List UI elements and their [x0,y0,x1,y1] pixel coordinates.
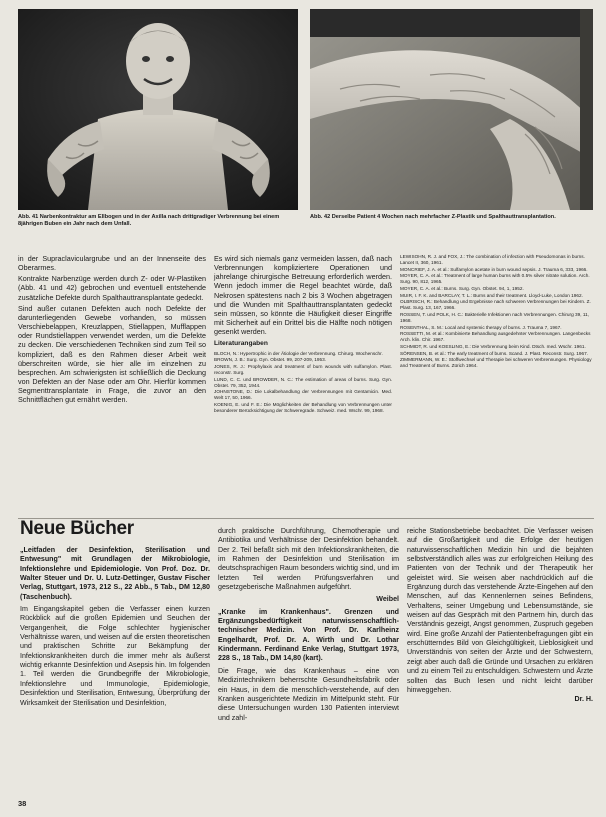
reference-item: JONES, R. J.: Prophylaxis and treatment of burn wounds with sulfamylon. Plast. reconstr. Surg. [214,363,392,375]
child-burn-scar-photo [18,9,298,210]
article-paragraph: Kontrakte Narbenzüge werden durch Z- oder W-Plastiken (Abb. 41 und 42) gebrochen und eventuell entstehende zusätzliche Defekte durch Spalthauttransplantate gedeckt. [18,274,206,302]
book-title: „Kranke im Krankenhaus". Grenzen und Ergänzungsbedürftigkeit naturwissenschaftlich-technischer Medizin. Von Prof. Dr. Karlheinz Engelhardt, Prof. Dr. A. Wirth und Dr. Lothar Kindermann. Ferdinand Enke Verlag, Stuttgart 1973, 228 S., 18 Tab., DM 14,80 (kart). [218,607,399,663]
books-column-2 [218,527,399,726]
reference-item: JOHNSTONE, D.: Die Lokalbehandlung der Verbrennungen mit Gentamicin. Med. Welt 17, 50, 1966. [214,389,392,401]
reference-item: MONCRIEF, J. A. et al.: Sulfamylon acetate in burn wound sepsis. J. Trauma 6, 333, 1966. [400,266,588,272]
books-column-3 [407,527,593,708]
article-column-1 [18,254,206,407]
references-list-1 [214,351,392,414]
reference-item: KOENIG, E. und F. E.: Die Möglichkeiten der Behandlung von Verbrennungen unter besonderer Berücksichtigung der Schweregrade. Schweiz. med. Wschr. 99, 1968. [214,401,392,413]
reference-item: MOYER, C. A. et al.: Burns. Surg. Gyn. Obstet. 94, 1, 1952. [400,286,524,292]
reference-item: BROWN, J. B.: Surg. Gyn. Obstet. 99, 207-209, 1953. [214,357,327,363]
references-list-2 [400,254,594,370]
article-paragraph: Sind außer cutanen Defekten auch noch Defekte der darunterliegenden Gewebe vorhanden, so müssen Verschiebelappen, Kreuzlappen, Stiellappen, Mufflappen oder Rundstiellappen verwendet werden, um die Defekte zu decken. Die verschiedenen Techniken sind zum Teil so kompliziert, daß es den Rahmen dieser Arbeit weit überschreiten würde, sie hier alle im einzelnen zu besprechen. Am schwierigsten ist schließlich die Deckung von Defekten an der Nase oder am Ohr. Hierfür kommen Segmenttransplantate in Frage, die zuvor an den Schnittflächen gut ernährt werden. [18,303,206,405]
reference-item: LEWISOHN, R. J. and FOX, J.: The combination of infection with Pseudomonas in burns. Lancet II, 360, 1961. [400,254,585,266]
book-review-text: durch praktische Durchführung, Chemotherapie und Antibiotika und Verhältnisse der Desinfektion behandelt. Der 2. Teil befaßt sich mit den Infektionskrankheiten, die im Rahmen der Desinfektion und Sterilisation im deutschsprachigen Raum besonders wichtig sind, und im letzten Teil werden Prüfungsverfahren und gesetzgeberische Maßnahmen aufgeführt. [218,527,399,592]
book-review-text: Die Frage, wie das Krankenhaus – eine von Medizintechnikern beherrschte Gesundheitsfabrik oder ein Haus, in dem die menschlich-verstehende, auf den Kranken ausgerichtete Medizin im Mittelpunkt steht. Für diese Untersuchungen wurden 130 Patienten interviewt und zahl- [218,666,399,722]
reference-item: ROSENTHAL, S. M.: Local and systemic therapy of burns. J. Trauma 7, 1967. [400,324,562,330]
section-heading: Neue Bücher [20,518,134,539]
reference-item: ROSSETTI, M. et al.: Kombinierte Behandlung ausgedehnter Verbrennungen. Langenbecks Arch. klin. Chir. 1967. [400,331,591,343]
caption-abb-41: Abb. 41 Narbenkontraktur am Ellbogen und in der Axilla nach drittgradiger Verbrennung bei einem 8jährigen Buben ein Jahr nach dem Unfall. [18,214,280,228]
reference-item: LUND, C. C. und BROWDER, N. C.: The estimation of areas of burns. Surg. Gyn. Obstet. 79, 352, 1944. [214,376,392,388]
book-review-text: reiche Stationsbetriebe beobachtet. Die Verfasser weisen auf die Großartigkeit und die Erfolge der heutigen naturwissenschaftlichen Medizin hin und die bejahten selbstverständlich alles was zur erfolgreichen Heilung des Patienten von der Technik und der Therapeutik her geleistet wird. Sie weisen aber nachdrücklich auf die Ergänzung durch das verstehende Ärzte-Eingehen auf den Menschen, auf das Kennenlernen seines Befindens, Verhaltens, seiner Umgebung und Lebensumstände, sie weisen auf das Gespräch mit den Partnern hin, durch das Verständnis gezeigt, Angst genommen, Zuspruch gegeben wird. Eine große Anzahl der Patientenbefragungen gibt ein erschütterndes Bild von Gleichgültigkeit, Lieblosigkeit und Unverständnis von seiten der Ärzte und der Schwestern, zeigt aber auch daß die Gründe und Ursachen zu erklären und zu einem Teil zu entschuldigen. Schwestern und Ärzte sollten das Buch lesen und nicht leicht darüber hinweggehen. [407,527,593,694]
reference-item: BLOCH, N.: Hypertrophic in der Ätiologie der Verbrennung. Chirurg. Wochenschr. [214,350,383,356]
reviewer-signature: Weibel [376,595,399,604]
references-heading: Literaturangaben [214,340,268,348]
arm-graft-photo [310,9,593,210]
photo-left [18,9,298,210]
caption-abb-42: Abb. 42 Derselbe Patient 4 Wochen nach mehrfacher Z-Plastik und Spalthauttransplantation. [310,214,556,220]
reference-item: ZIMMERMANN, W. E.: Stoffwechsel und Therapie bei schweren Verbrennungen. Physiology and Treatment of Burns. Zürich 1964. [400,357,592,369]
page-number: 38 [18,799,27,808]
reference-item: SÖRENSEN, B. et al.: The early treatment of burns. Scand. J. Plast. Reconstr. Surg. 1967. [400,350,589,356]
reference-item: ROSSEN, T. und POLK, H. C.: Bakterielle Infektionen nach Verbrennungen. Chirurg 39, 11, 1968. [400,311,589,324]
article-paragraph: in der Supraclaviculargrube und an der Innenseite des Oberarmes. [18,254,206,273]
reference-item: MUIR, I. F. K. and BARCLAY, T. L.: Burns and their treatment. Lloyd-Luke, London 1962. [400,292,583,298]
photo-right [310,9,593,210]
reference-item: MOYER, C. A. et al.: Treatment of large human burns with 0.5% silver nitrate solution. Arch. Surg. 90, 812, 1965. [400,273,590,285]
books-column-1 [20,546,210,711]
reference-item: SCHMIDT, R. und KOESLING, E.: Die Verbrennung beim Kind. Dtsch. med. Wschr. 1961. [400,344,586,349]
reviewer-signature: Dr. H. [574,695,593,704]
article-paragraph: Es wird sich niemals ganz vermeiden lassen, daß nach Verbrennungen kompliziertere Operationen und jahrelange chirurgische Betreuung erforderlich werden. Wenn jedoch immer die Regel beachtet würde, daß Nekrosen spätestens nach 2 bis 3 Wochen abgetragen und die Wunden mit Spalthauttransplantaten gedeckt sein müssen, so könnte die Häufigkeit dieser Eingriffe mit Sicherheit auf ein Drittel bis die Hälfte noch nötigen gesenkt werden. [214,254,392,337]
book-review-text: Im Eingangskapitel geben die Verfasser einen kurzen Rückblick auf die großen Epidemien und Seuchen der Vergangenheit, die Folge schlechter hygienischer Verhältnisse waren, und weisen auf die ersten theoretischen und praktischen Schritte zur Bekämpfung der Infektionskrankheiten durch die immer mehr als äußerst wichtig erkannte Desinfektion und Asepsis hin. Im folgenden 1. Teil werden die Grundbegriffe der Mikrobiologie, Infektionslehre und Immunologie, Epidemiologie, Desinfektion und Sterilisation, Entwesung, Überprüfung der Wirksamkeit der Sterilisation und Desinfektion, [20,605,210,707]
book-title: „Leitfaden der Desinfektion, Sterilisation und Entwesung" mit Grundlagen der Mikrobiologie, Infektionslehre und Epidemiologie. Von Prof. Doz. Dr. Walter Steuer und Dr. U. Lutz-Dettinger, Gustav Fischer Verlag, Stuttgart, 1973, 212 S., 22 Abb., 5 Tab., DM 12,80 (Taschenbuch). [20,546,210,601]
reference-item: OLBRISCH, R.: Behandlung und Ergebnisse nach schweren Verbrennungen bei Kindern. Z. Plast. Surg. 13, 167, 1966. [400,299,591,311]
article-column-2 [214,254,392,415]
